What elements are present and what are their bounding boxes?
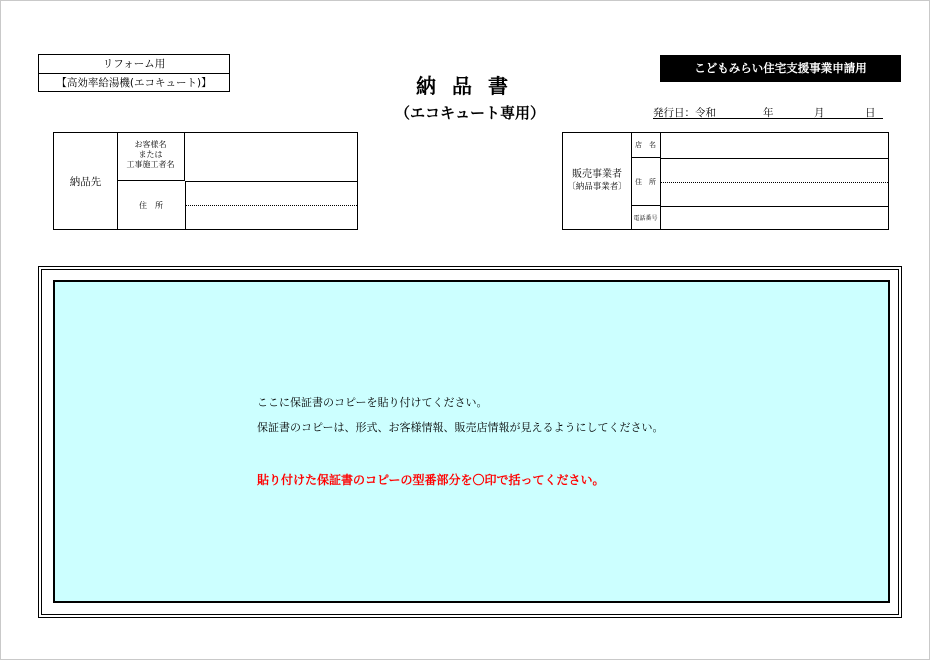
document-title: 納品書 — [416, 74, 524, 98]
issue-date-month: 月 — [814, 107, 825, 119]
delivery-address-field[interactable] — [185, 181, 357, 229]
warranty-paste-area[interactable] — [53, 280, 890, 603]
customer-label — [117, 133, 185, 181]
customer-label-line1: お客様名 — [134, 140, 167, 149]
document-subtitle: （エコキュート専用） — [394, 104, 545, 122]
store-label: 店 名 — [631, 133, 661, 158]
seller-table — [562, 132, 889, 230]
issue-date — [653, 105, 883, 119]
product-label: 【高効率給湯機(エコキュート)】 — [39, 73, 229, 92]
issue-date-year: 年 — [763, 107, 774, 119]
paste-instruction-2: 保証書のコピーは、形式、お客様情報、販売店情報が見えるようにしてください。 — [257, 421, 664, 434]
seller-label-cell — [563, 133, 632, 229]
address-dotted-line — [185, 205, 357, 206]
reform-label: リフォーム用 — [102, 58, 166, 70]
paste-instruction-red: 貼り付けた保証書のコピーの型番部分を〇印で括ってください。 — [257, 473, 605, 487]
store-name-field[interactable] — [661, 133, 888, 159]
reform-label-box — [38, 54, 230, 92]
delivery-address-label: 住 所 — [117, 181, 186, 229]
paste-instruction-1: ここに保証書のコピーを貼り付けてください。 — [257, 396, 488, 409]
seller-address-field[interactable] — [661, 158, 888, 207]
customer-label-line2: または — [138, 150, 163, 159]
phone-label: 電話番号 — [631, 206, 661, 229]
customer-name-field[interactable] — [185, 133, 357, 182]
program-badge: こどもみらい住宅支援事業申請用 — [660, 55, 901, 82]
seller-address-label: 住 所 — [631, 158, 661, 206]
issue-date-label: 発行日：令和 — [653, 107, 716, 119]
delivery-table — [53, 132, 358, 230]
issue-date-day: 日 — [865, 107, 876, 119]
customer-label-line3: 工事施工者名 — [126, 160, 175, 169]
seller-label: 販売事業者 — [572, 169, 622, 180]
delivery-label: 納品先 — [54, 133, 118, 229]
phone-field[interactable] — [661, 206, 888, 229]
seller-address-dotted-line — [661, 182, 888, 183]
seller-sub-label: 〔納品事業者〕 — [567, 182, 627, 192]
